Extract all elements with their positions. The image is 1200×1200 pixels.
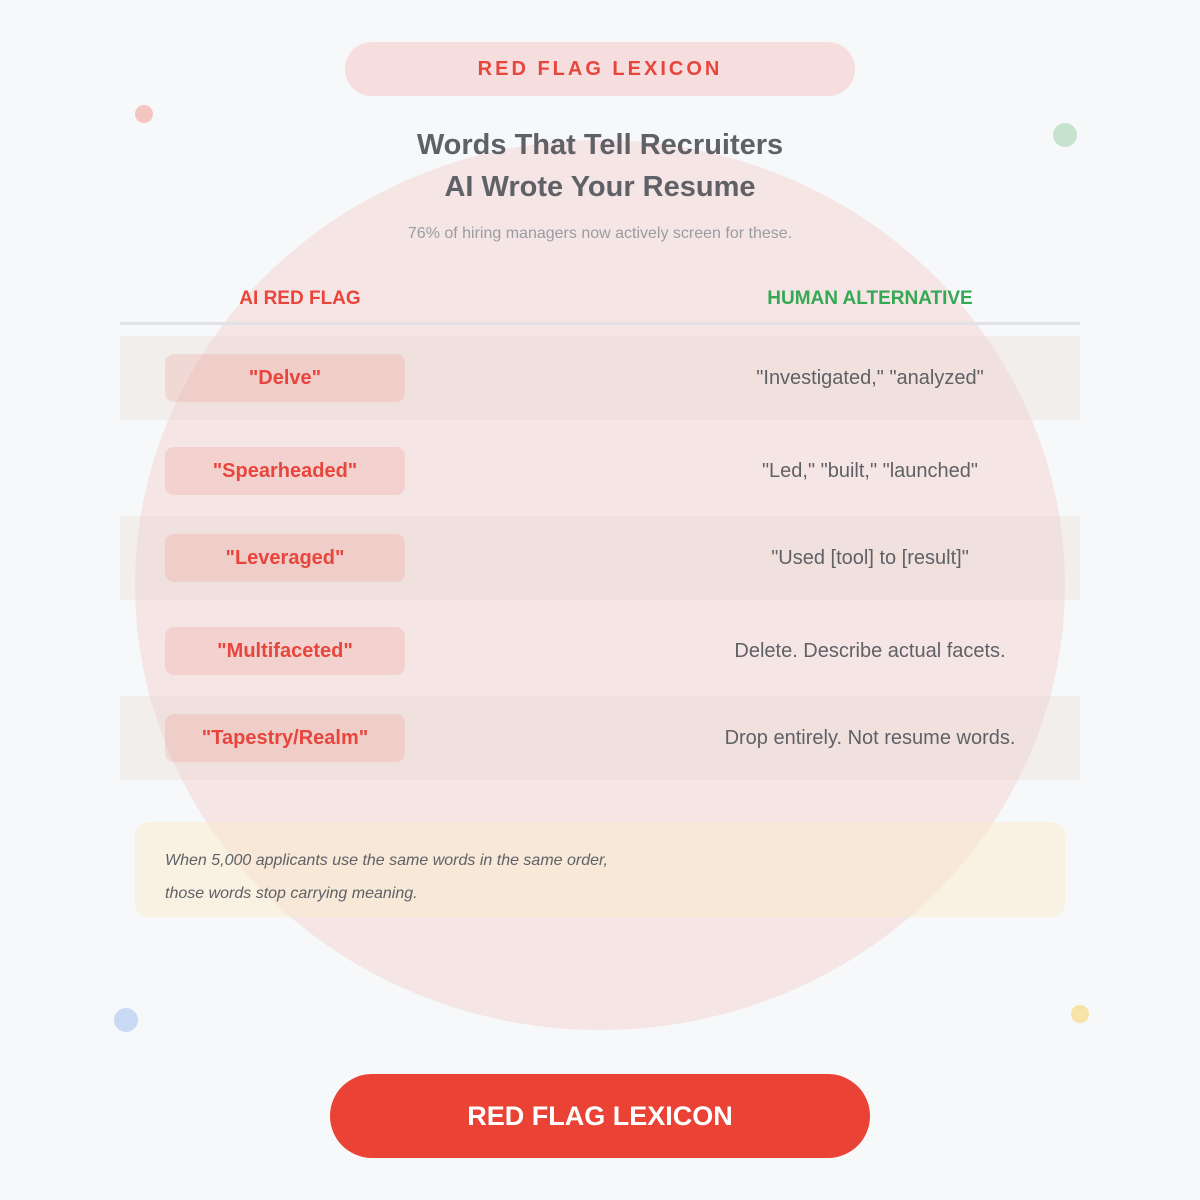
alternative-text: Delete. Describe actual facets.	[734, 639, 1006, 662]
red-flag-chip: "Leveraged"	[165, 534, 405, 582]
header-divider	[120, 322, 1080, 325]
red-flag-chip: "Delve"	[165, 354, 405, 402]
alternative-text: "Investigated," "analyzed"	[756, 366, 984, 389]
column-header-human-alternative: HUMAN ALTERNATIVE	[767, 288, 973, 309]
alternative-text: Drop entirely. Not resume words.	[724, 726, 1016, 749]
decorative-dot-green	[1053, 123, 1077, 147]
quote-callout	[135, 822, 1065, 917]
lexicon-table	[120, 336, 1080, 780]
red-flag-chip: "Multifaceted"	[165, 627, 405, 675]
cta-button[interactable]: RED FLAG LEXICON	[330, 1074, 870, 1158]
page-subtitle: 76% of hiring managers now actively screen for these.	[407, 225, 793, 242]
quote-line-2: those words stop carrying meaning.	[165, 885, 418, 902]
decorative-dot-red	[135, 105, 153, 123]
column-header-red-flag: AI RED FLAG	[239, 288, 361, 309]
table-row	[120, 336, 1080, 420]
table-row	[120, 606, 1080, 696]
decorative-dot-blue	[114, 1008, 138, 1032]
decorative-dot-yellow	[1071, 1005, 1089, 1023]
red-flag-chip: "Tapestry/Realm"	[165, 714, 405, 762]
page-title-line2: AI Wrote Your Resume	[444, 171, 756, 203]
header-badge: RED FLAG LEXICON	[345, 42, 855, 96]
page-title-line1: Words That Tell Recruiters	[416, 129, 784, 161]
alternative-text: "Led," "built," "launched"	[761, 459, 979, 482]
table-row	[120, 696, 1080, 780]
table-row	[120, 516, 1080, 600]
red-flag-chip: "Spearheaded"	[165, 447, 405, 495]
page-title	[200, 124, 1000, 208]
alternative-text: "Used [tool] to [result]"	[771, 546, 969, 569]
table-row	[120, 426, 1080, 516]
quote-line-1: When 5,000 applicants use the same words in the same order,	[165, 852, 608, 869]
